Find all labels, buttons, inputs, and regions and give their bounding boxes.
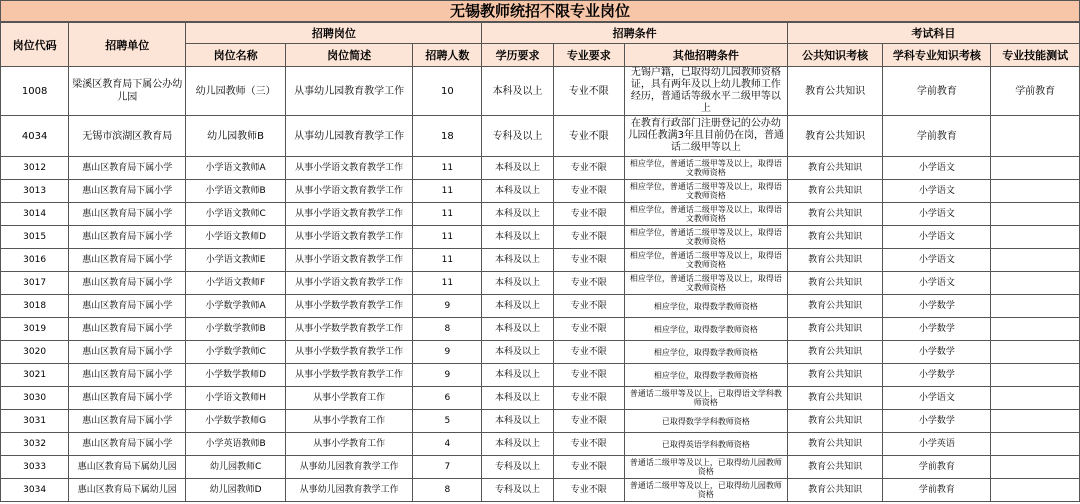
cell-unit: 惠山区教育局下属小学: [69, 410, 186, 433]
cell-public: 教育公共知识: [787, 226, 883, 249]
cell-name: 小学语文教师H: [186, 387, 286, 410]
cell-other: 相应学位，普通话二级甲等及以上，取得语文教师资格: [624, 272, 787, 295]
cell-unit: 梁溪区教育局下属公办幼儿园: [69, 67, 186, 116]
table-row: [1, 157, 1080, 180]
cell-major: 专业不限: [553, 203, 624, 226]
cell-count: 8: [413, 318, 482, 341]
table-row: [1, 456, 1080, 479]
cell-other: 相应学位，普通话二级甲等及以上，取得语文教师资格: [624, 226, 787, 249]
cell-other: 相应学位，取得数学教师资格: [624, 341, 787, 364]
cell-subject: 小学语文: [883, 180, 991, 203]
cell-public: 教育公共知识: [787, 203, 883, 226]
cell-major: 专业不限: [553, 456, 624, 479]
header-other: 其他招聘条件: [624, 44, 787, 67]
cell-other: 相应学位，普通话二级甲等及以上，取得语文教师资格: [624, 203, 787, 226]
cell-code: 3013: [1, 180, 69, 203]
cell-other: 相应学位，普通话二级甲等及以上，取得语文教师资格: [624, 180, 787, 203]
cell-code: 3017: [1, 272, 69, 295]
cell-edu: 本科及以上: [482, 67, 553, 116]
recruitment-table: [0, 22, 1080, 502]
table-row: [1, 67, 1080, 116]
cell-code: 3020: [1, 341, 69, 364]
cell-desc: 从事小学语文教育教学工作: [285, 272, 412, 295]
cell-skill: [991, 433, 1080, 456]
cell-public: 教育公共知识: [787, 341, 883, 364]
cell-desc: 从事小学语文教育教学工作: [285, 180, 412, 203]
header-name: 岗位名称: [186, 44, 286, 67]
cell-count: 9: [413, 341, 482, 364]
cell-name: 小学语文教师C: [186, 203, 286, 226]
cell-unit: 惠山区教育局下属小学: [69, 180, 186, 203]
cell-count: 11: [413, 203, 482, 226]
cell-edu: 本科及以上: [482, 318, 553, 341]
header-count: 招聘人数: [413, 44, 482, 67]
cell-public: 教育公共知识: [787, 456, 883, 479]
cell-edu: 本科及以上: [482, 341, 553, 364]
cell-subject: 小学数学: [883, 295, 991, 318]
cell-edu: 本科及以上: [482, 433, 553, 456]
cell-unit: 惠山区教育局下属幼儿园: [69, 479, 186, 502]
cell-other: 已取得英语学科教师资格: [624, 433, 787, 456]
cell-public: 教育公共知识: [787, 295, 883, 318]
cell-name: 小学数学教师B: [186, 318, 286, 341]
cell-count: 9: [413, 295, 482, 318]
cell-name: 小学数学教师A: [186, 295, 286, 318]
cell-desc: 从事小学数学教育教学工作: [285, 341, 412, 364]
cell-public: 教育公共知识: [787, 249, 883, 272]
cell-desc: 从事小学语文教育教学工作: [285, 249, 412, 272]
cell-count: 11: [413, 272, 482, 295]
cell-other: 相应学位，取得数学教师资格: [624, 318, 787, 341]
cell-desc: 从事幼儿园教育教学工作: [285, 116, 412, 157]
cell-major: 专业不限: [553, 116, 624, 157]
table-row: [1, 226, 1080, 249]
cell-desc: 从事小学语文教育教学工作: [285, 203, 412, 226]
header-edu: 学历要求: [482, 44, 553, 67]
cell-name: 小学英语教师B: [186, 433, 286, 456]
cell-edu: 专科及以上: [482, 479, 553, 502]
cell-public: 教育公共知识: [787, 180, 883, 203]
cell-code: 3015: [1, 226, 69, 249]
cell-major: 专业不限: [553, 67, 624, 116]
cell-unit: 惠山区教育局下属小学: [69, 433, 186, 456]
cell-unit: 惠山区教育局下属小学: [69, 203, 186, 226]
cell-skill: [991, 203, 1080, 226]
cell-desc: 从事小学语文教育教学工作: [285, 157, 412, 180]
cell-public: 教育公共知识: [787, 433, 883, 456]
cell-unit: 惠山区教育局下属小学: [69, 318, 186, 341]
cell-count: 9: [413, 364, 482, 387]
cell-code: 3034: [1, 479, 69, 502]
cell-other: 普通话二级甲等及以上，已取得幼儿园教师资格: [624, 456, 787, 479]
cell-edu: 本科及以上: [482, 295, 553, 318]
table-row: [1, 203, 1080, 226]
cell-edu: 本科及以上: [482, 157, 553, 180]
table-row: [1, 364, 1080, 387]
cell-major: 专业不限: [553, 157, 624, 180]
cell-skill: [991, 410, 1080, 433]
cell-name: 幼儿园教师C: [186, 456, 286, 479]
cell-other: 相应学位，取得数学教师资格: [624, 295, 787, 318]
cell-code: 3030: [1, 387, 69, 410]
cell-other: 在教育行政部门注册登记的公办幼儿园任教满3年且目前仍在岗，普通话二级甲等以上: [624, 116, 787, 157]
cell-major: 专业不限: [553, 272, 624, 295]
cell-skill: 学前教育: [991, 67, 1080, 116]
table-row: [1, 387, 1080, 410]
cell-code: 3032: [1, 433, 69, 456]
cell-edu: 专科及以上: [482, 456, 553, 479]
header-desc: 岗位简述: [285, 44, 412, 67]
cell-major: 专业不限: [553, 364, 624, 387]
cell-name: 小学语文教师B: [186, 180, 286, 203]
cell-public: 教育公共知识: [787, 387, 883, 410]
cell-subject: 小学数学: [883, 364, 991, 387]
cell-desc: 从事小学数学教育教学工作: [285, 364, 412, 387]
cell-count: 4: [413, 433, 482, 456]
cell-subject: 小学数学: [883, 410, 991, 433]
cell-unit: 惠山区教育局下属小学: [69, 157, 186, 180]
cell-edu: 本科及以上: [482, 180, 553, 203]
cell-major: 专业不限: [553, 226, 624, 249]
header-major: 专业要求: [553, 44, 624, 67]
cell-code: 3033: [1, 456, 69, 479]
cell-code: 3016: [1, 249, 69, 272]
cell-unit: 惠山区教育局下属小学: [69, 295, 186, 318]
cell-skill: [991, 116, 1080, 157]
cell-public: 教育公共知识: [787, 364, 883, 387]
cell-other: 普通话二级甲等及以上，已取得语文学科教师资格: [624, 387, 787, 410]
cell-name: 小学数学教师G: [186, 410, 286, 433]
cell-major: 专业不限: [553, 180, 624, 203]
cell-skill: [991, 226, 1080, 249]
cell-major: 专业不限: [553, 341, 624, 364]
cell-major: 专业不限: [553, 318, 624, 341]
cell-subject: 小学数学: [883, 341, 991, 364]
cell-count: 18: [413, 116, 482, 157]
cell-desc: 从事小学教育工作: [285, 387, 412, 410]
header-group-position: 招聘岗位: [186, 23, 482, 44]
cell-public: 教育公共知识: [787, 410, 883, 433]
cell-name: 幼儿园教师D: [186, 479, 286, 502]
cell-desc: 从事小学语文教育教学工作: [285, 226, 412, 249]
cell-other: 相应学位，取得数学教师资格: [624, 364, 787, 387]
cell-count: 8: [413, 479, 482, 502]
cell-subject: 学前教育: [883, 479, 991, 502]
cell-skill: [991, 479, 1080, 502]
cell-public: 教育公共知识: [787, 318, 883, 341]
cell-edu: 专科及以上: [482, 116, 553, 157]
cell-count: 11: [413, 180, 482, 203]
cell-desc: 从事小学教育工作: [285, 433, 412, 456]
cell-major: 专业不限: [553, 387, 624, 410]
header-public: 公共知识考核: [787, 44, 883, 67]
cell-name: 幼儿园教师（三）: [186, 67, 286, 116]
cell-subject: 学前教育: [883, 456, 991, 479]
cell-subject: 小学语文: [883, 203, 991, 226]
cell-desc: 从事小学数学教育教学工作: [285, 318, 412, 341]
cell-subject: 小学数学: [883, 318, 991, 341]
cell-count: 6: [413, 387, 482, 410]
cell-code: 3019: [1, 318, 69, 341]
cell-unit: 惠山区教育局下属小学: [69, 387, 186, 410]
cell-other: 相应学位，普通话二级甲等及以上，取得语文教师资格: [624, 249, 787, 272]
cell-code: 3031: [1, 410, 69, 433]
table-row: [1, 433, 1080, 456]
cell-code: 1008: [1, 67, 69, 116]
header-skill: 专业技能测试: [991, 44, 1080, 67]
cell-edu: 本科及以上: [482, 387, 553, 410]
cell-subject: 小学语文: [883, 272, 991, 295]
cell-skill: [991, 318, 1080, 341]
cell-subject: 学前教育: [883, 67, 991, 116]
cell-desc: 从事幼儿园教育教学工作: [285, 479, 412, 502]
table-row: [1, 318, 1080, 341]
cell-skill: [991, 295, 1080, 318]
cell-major: 专业不限: [553, 479, 624, 502]
cell-code: 3018: [1, 295, 69, 318]
cell-unit: 惠山区教育局下属小学: [69, 226, 186, 249]
cell-name: 小学数学教师C: [186, 341, 286, 364]
cell-edu: 本科及以上: [482, 226, 553, 249]
cell-skill: [991, 249, 1080, 272]
cell-skill: [991, 364, 1080, 387]
cell-skill: [991, 180, 1080, 203]
cell-public: 教育公共知识: [787, 479, 883, 502]
cell-count: 11: [413, 249, 482, 272]
cell-code: 3021: [1, 364, 69, 387]
table-row: [1, 180, 1080, 203]
cell-public: 教育公共知识: [787, 116, 883, 157]
cell-edu: 本科及以上: [482, 272, 553, 295]
cell-unit: 惠山区教育局下属小学: [69, 364, 186, 387]
cell-major: 专业不限: [553, 249, 624, 272]
header-unit: 招聘单位: [69, 23, 186, 67]
table-row: [1, 479, 1080, 502]
cell-unit: 惠山区教育局下属小学: [69, 272, 186, 295]
cell-other: 相应学位，普通话二级甲等及以上，取得语文教师资格: [624, 157, 787, 180]
header-code: 岗位代码: [1, 23, 69, 67]
cell-skill: [991, 341, 1080, 364]
header-group-exam: 考试科目: [787, 23, 1079, 44]
cell-major: 专业不限: [553, 410, 624, 433]
cell-major: 专业不限: [553, 295, 624, 318]
table-row: [1, 295, 1080, 318]
cell-code: 4034: [1, 116, 69, 157]
cell-edu: 本科及以上: [482, 203, 553, 226]
cell-name: 小学语文教师A: [186, 157, 286, 180]
cell-name: 小学语文教师E: [186, 249, 286, 272]
cell-count: 11: [413, 226, 482, 249]
cell-subject: 小学语文: [883, 387, 991, 410]
cell-public: 教育公共知识: [787, 67, 883, 116]
cell-major: 专业不限: [553, 433, 624, 456]
cell-edu: 本科及以上: [482, 364, 553, 387]
cell-count: 5: [413, 410, 482, 433]
table-row: [1, 249, 1080, 272]
cell-public: 教育公共知识: [787, 157, 883, 180]
cell-subject: 学前教育: [883, 116, 991, 157]
cell-count: 10: [413, 67, 482, 116]
cell-other: 无锡户籍，已取得幼儿园教师资格证，具有两年及以上幼儿教师工作经历，普通话等级水平二级甲等以上: [624, 67, 787, 116]
cell-subject: 小学英语: [883, 433, 991, 456]
header-row-group: [1, 23, 1080, 44]
cell-unit: 惠山区教育局下属小学: [69, 341, 186, 364]
cell-name: 幼儿园教师B: [186, 116, 286, 157]
cell-desc: 从事小学教育工作: [285, 410, 412, 433]
cell-code: 3014: [1, 203, 69, 226]
cell-skill: [991, 387, 1080, 410]
header-subject: 学科专业知识考核: [883, 44, 991, 67]
cell-subject: 小学语文: [883, 226, 991, 249]
cell-desc: 从事幼儿园教育教学工作: [285, 67, 412, 116]
cell-other: 已取得数学学科教师资格: [624, 410, 787, 433]
cell-unit: 惠山区教育局下属小学: [69, 249, 186, 272]
table-title: 无锡教师统招不限专业岗位: [0, 0, 1080, 22]
cell-name: 小学语文教师D: [186, 226, 286, 249]
cell-edu: 本科及以上: [482, 249, 553, 272]
cell-skill: [991, 157, 1080, 180]
cell-desc: 从事小学数学教育教学工作: [285, 295, 412, 318]
cell-name: 小学数学教师D: [186, 364, 286, 387]
cell-subject: 小学语文: [883, 249, 991, 272]
cell-unit: 无锡市滨湖区教育局: [69, 116, 186, 157]
cell-name: 小学语文教师F: [186, 272, 286, 295]
cell-edu: 本科及以上: [482, 410, 553, 433]
cell-subject: 小学语文: [883, 157, 991, 180]
table-row: [1, 272, 1080, 295]
cell-count: 11: [413, 157, 482, 180]
cell-public: 教育公共知识: [787, 272, 883, 295]
table-row: [1, 116, 1080, 157]
cell-unit: 惠山区教育局下属幼儿园: [69, 456, 186, 479]
cell-other: 普通话二级甲等及以上，已取得幼儿园教师资格: [624, 479, 787, 502]
cell-skill: [991, 272, 1080, 295]
header-group-conditions: 招聘条件: [482, 23, 787, 44]
cell-skill: [991, 456, 1080, 479]
cell-desc: 从事幼儿园教育教学工作: [285, 456, 412, 479]
table-row: [1, 341, 1080, 364]
table-row: [1, 410, 1080, 433]
cell-code: 3012: [1, 157, 69, 180]
cell-count: 7: [413, 456, 482, 479]
